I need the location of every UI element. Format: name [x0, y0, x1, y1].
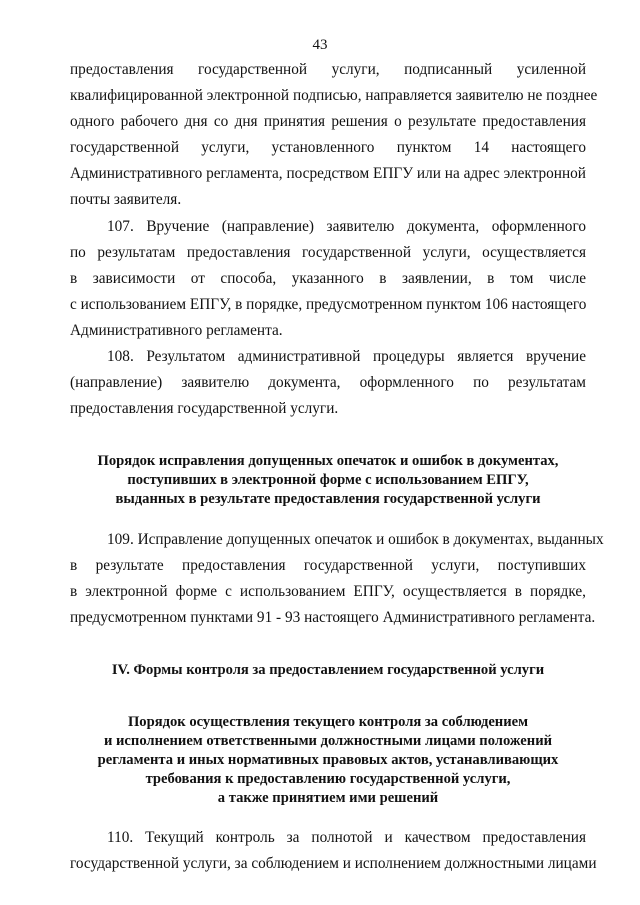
heading-line: поступивших в электронной форме с использованием ЕПГУ, — [127, 472, 529, 488]
paragraph-109-line: в результате предоставления государственной услуги, поступивших — [70, 557, 586, 574]
heading-line: и исполнением ответственными должностными лицами положений — [103, 733, 553, 749]
paragraph-107-line: с использованием ЕПГУ, в порядке, предусмотренном пунктом 106 настоящего — [70, 296, 587, 313]
paragraph-108-line: 108. Результатом административной процедуры является вручение — [107, 348, 586, 365]
paragraph-109-line: 109. Исправление допущенных опечаток и ошибок в документах, выданных — [107, 531, 604, 548]
heading-line: IV. Формы контроля за предоставлением государственной услуги — [111, 662, 545, 678]
paragraph-line: почты заявителя. — [70, 191, 182, 208]
paragraph-107-line: по результатам предоставления государственной услуги, осуществляется — [70, 244, 586, 261]
paragraph-108-line: (направление) заявителю документа, оформленного по результатам — [70, 374, 586, 391]
heading-line: требования к предоставлению государственной услуги, — [145, 771, 511, 787]
paragraph-110-line: государственной услуги, за соблюдением и исполнением должностными лицами — [70, 855, 597, 872]
paragraph-line: квалифицированной электронной подписью, направляется заявителю не позднее — [70, 87, 598, 104]
heading-line: выданных в результате предоставления государственной услуги — [115, 491, 541, 507]
page-number: 43 — [312, 37, 328, 53]
paragraph-109-line: предусмотренном пунктами 91 - 93 настоящего Административного регламента. — [70, 609, 596, 626]
paragraph-110-line: 110. Текущий контроль за полнотой и качеством предоставления — [107, 829, 586, 846]
paragraph-line: одного рабочего дня со дня принятия решения о результате предоставления — [70, 113, 586, 130]
paragraph-109-line: в электронной форме с использованием ЕПГУ, осуществляется в порядке, — [70, 583, 586, 600]
heading-line: Порядок исправления допущенных опечаток и ошибок в документах, — [97, 453, 559, 469]
paragraph-107-line: 107. Вручение (направление) заявителю документа, оформленного — [107, 218, 586, 235]
heading-line: а также принятием ими решений — [217, 790, 439, 806]
paragraph-107-line: в зависимости от способа, указанного в заявлении, в том числе — [70, 270, 586, 287]
heading-line: регламента и иных нормативных правовых актов, устанавливающих — [97, 752, 559, 768]
heading-line: Порядок осуществления текущего контроля за соблюдением — [127, 714, 529, 730]
paragraph-108-line: предоставления государственной услуги. — [70, 400, 339, 417]
paragraph-line: государственной услуги, установленного пунктом 14 настоящего — [70, 139, 586, 156]
paragraph-line: Административного регламента, посредством ЕПГУ или на адрес электронной — [70, 165, 586, 182]
paragraph-107-line: Административного регламента. — [70, 322, 283, 339]
paragraph-line: предоставления государственной услуги, подписанный усиленной — [70, 61, 586, 78]
